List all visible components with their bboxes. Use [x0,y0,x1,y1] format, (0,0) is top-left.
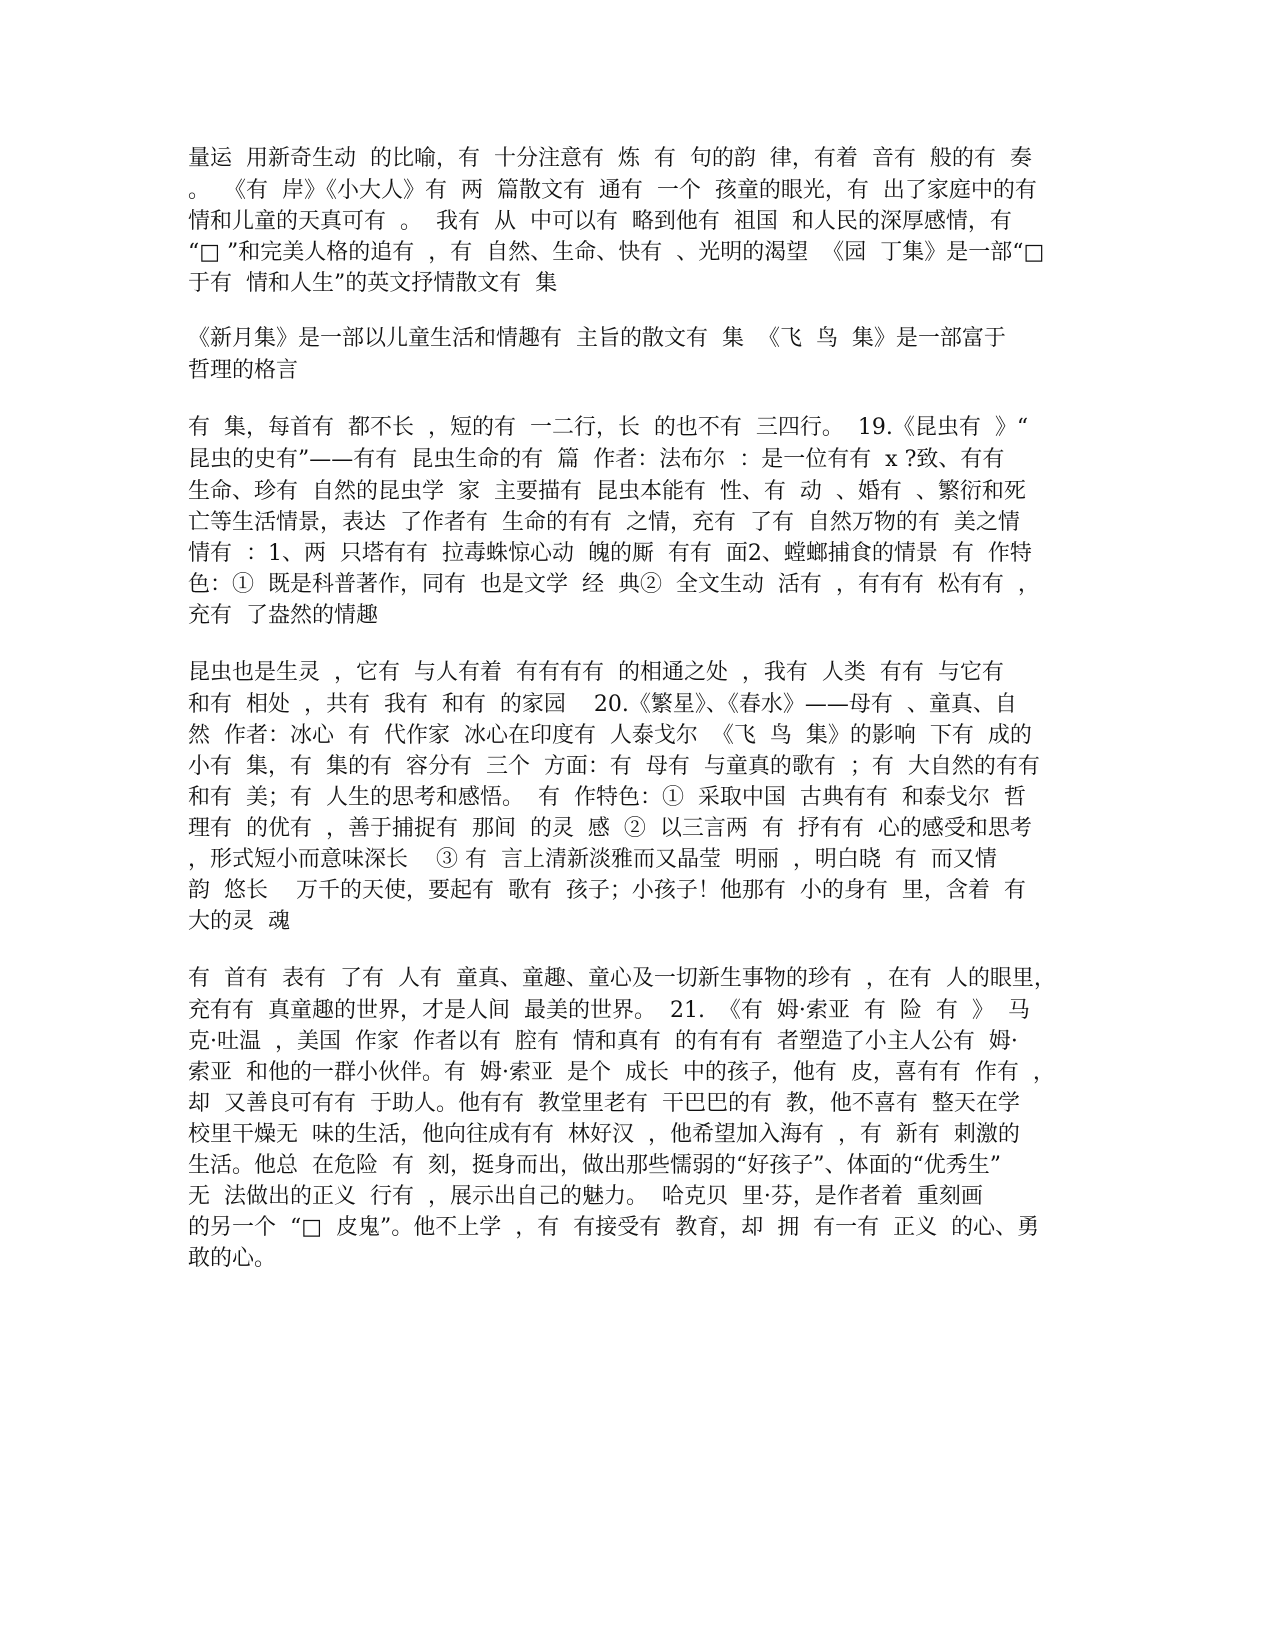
text-line: 情有 ：1、两 只塔有有 拉毒蛛惊心动 魄的厮 有有 面2、螳螂捕食的情景 有 作特 [188,541,1032,566]
text-line: 昆虫的史有”——有有 昆虫生命的有 篇 作者：法布尔 ：是一位有有 x ?致、有有 [188,447,1005,472]
text-line: 生命、珍有 自然的昆虫学 家 主要描有 昆虫本能有 性、有 动 、婚有 、繁衍和死 [188,479,1026,504]
text-line: 充有有 真童趣的世界，才是人间 最美的世界。 21. 《有 姆·索亚 有 险 有 》 马 [188,998,1030,1023]
text-line: 和有 美；有 人生的思考和感悟。 有 作特色：① 采取中国 古典有有 和泰戈尔 哲 [188,785,1026,810]
text-line: 。 《有 岸》《小大人》有 两 篇散文有 通有 一个 孩童的眼光，有 出了家庭中的有 [188,178,1037,203]
text-line: 量运 用新奇生动 的比喻，有 十分注意有 炼 有 句的韵 律，有着 音有 般的有 奏 [188,146,1032,171]
text-line: 的另一个 “□ 皮鬼”。他不上学 ，有 有接受有 教育，却 拥 有一有 正义 的心、勇 [188,1215,1040,1240]
text-line: 索亚 和他的一群小伙伴。有 姆·索亚 是个 成长 中的孩子，他有 皮，喜有有 作有 ， [188,1060,1055,1085]
text-line: 色：① 既是科普著作，同有 也是文学 经 典② 全文生动 活有 ，有有有 松有有 ， [188,572,1040,597]
text-line: 大的灵 魂 [188,909,290,934]
text-line: 无 法做出的正义 行有 ，展示出自己的魅力。 哈克贝 里·芬，是作者着 重刻画 [188,1184,983,1209]
text-line: 却 又善良可有有 于助人。他有有 教堂里老有 干巴巴的有 教，他不喜有 整天在学 [188,1091,1020,1116]
text-line: 校里干燥无 味的生活，他向往成有有 林好汉 ，他希望加入海有 ，有 新有 刺激的 [188,1122,1020,1147]
text-line: ，形式短小而意味深长 ③ 有 言上清新淡雅而又晶莹 明丽 ，明白晓 有 而又情 [188,847,997,872]
text-line: 亡等生活情景，表达 了作者有 生命的有有 之情，充有 了有 自然万物的有 美之情 [188,510,1020,535]
text-line: 哲理的格言 [188,358,299,383]
text-line: “□ ”和完美人格的追有 ，有 自然、生命、快有 、光明的渴望 《园 丁集》是一部“□ [188,240,1045,265]
text-line: 克·吐温 ，美国 作家 作者以有 腔有 情和真有 的有有有 者塑造了小主人公有 姆· [188,1029,1018,1054]
text-line: 有 首有 表有 了有 人有 童真、童趣、童心及一切新生事物的珍有 ，在有 人的眼里， [188,966,1056,991]
text-line: 情和儿童的天真可有 。 我有 从 中可以有 略到他有 祖国 和人民的深厚感情，有 [188,209,1012,234]
text-line: 小有 集，有 集的有 容分有 三个 方面：有 母有 与童真的歌有 ；有 大自然的有有 [188,754,1040,779]
text-line: 充有 了盎然的情趣 [188,603,378,628]
text-line: 和有 相处 ，共有 我有 和有 的家园 20.《繁星》、《春水》——母有 、童真、自 [188,692,1017,717]
text-line: 昆虫也是生灵 ，它有 与人有着 有有有有 的相通之处 ，我有 人类 有有 与它有 [188,660,1004,685]
text-line: 敢的心。 [188,1246,277,1271]
text-line: 理有 的优有 ，善于捕捉有 那间 的灵 感 ② 以三言两 有 抒有有 心的感受和思考 [188,816,1032,841]
text-line: 然 作者：冰心 有 代作家 冰心在印度有 人泰戈尔 《飞 鸟 集》的影响 下有 成的 [188,723,1032,748]
text-line: 《新月集》是一部以儿童生活和情趣有 主旨的散文有 集 《飞 鸟 集》是一部富于 [188,326,1006,351]
text-line: 有 集，每首有 都不长 ，短的有 一二行，长 的也不有 三四行。 19.《昆虫有 》“ [188,415,1029,440]
text-line: 生活。他总 在危险 有 刻，挺身而出，做出那些懦弱的“好孩子”、体面的“优秀生” [188,1153,1001,1178]
text-line: 于有 情和人生”的英文抒情散文有 集 [188,271,558,296]
text-line: 韵 悠长 万千的天使，要起有 歌有 孩子；小孩子！他那有 小的身有 里，含着 有 [188,878,1026,903]
